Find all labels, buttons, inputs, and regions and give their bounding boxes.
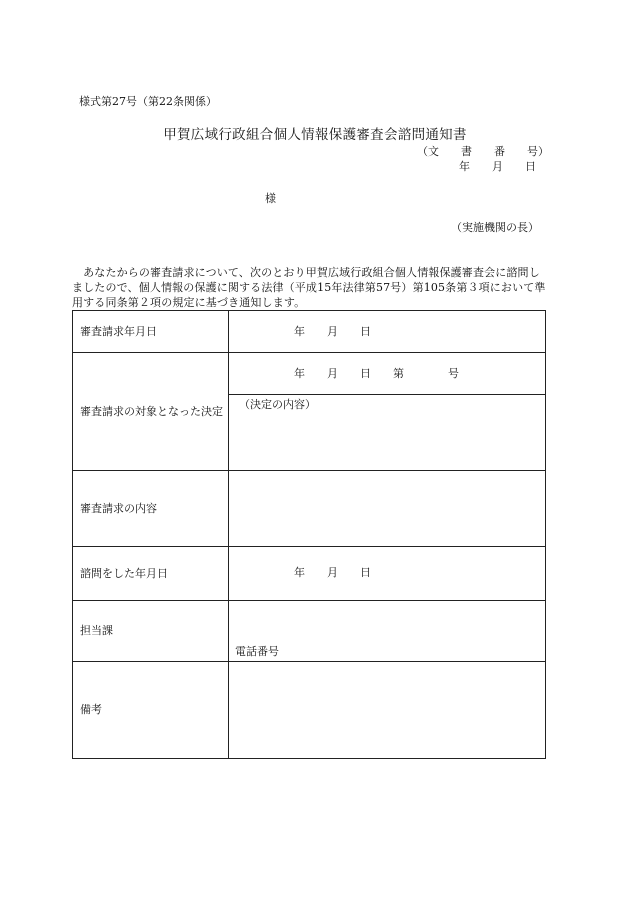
- row-inquiry-date: [73, 547, 546, 601]
- value-request-content: [229, 471, 546, 547]
- row-request-date: [73, 311, 546, 353]
- decision-date-value: 年 月 日 第 号: [294, 367, 459, 380]
- notice-table: [72, 310, 546, 759]
- row-request-content: [73, 471, 546, 547]
- addressee-honorific: 様: [265, 192, 276, 205]
- sender: （実施機関の長）: [451, 221, 539, 234]
- value-request-date: [229, 311, 546, 353]
- value-decision-content: [229, 395, 546, 471]
- request-date-value: 年 月 日: [294, 325, 371, 338]
- value-department: [229, 601, 546, 662]
- row-department: [73, 601, 546, 662]
- value-remarks: [229, 662, 546, 759]
- label-request-date: 審査請求年月日: [73, 311, 229, 353]
- document-number: （文 書 番 号）: [417, 145, 549, 158]
- form-number: 様式第27号（第22条関係）: [79, 95, 217, 108]
- value-inquiry-date: [229, 547, 546, 601]
- issue-date: 年 月 日: [459, 160, 536, 173]
- label-remarks: 備考: [73, 662, 229, 759]
- label-request-content: 審査請求の内容: [73, 471, 229, 547]
- phone-number-label: 電話番号: [235, 645, 279, 658]
- value-decision-date: [229, 353, 546, 395]
- label-inquiry-date: 諮問をした年月日: [73, 547, 229, 601]
- row-decision-date: [73, 353, 546, 395]
- inquiry-date-value: 年 月 日: [294, 566, 371, 579]
- label-decision: 審査請求の対象となった決定: [73, 353, 229, 471]
- body-text: あなたからの審査請求について、次のとおり甲賀広域行政組合個人情報保護審査会に諮問しましたので、個人情報の保護に関する法律（平成15年法律第57号）第105条第３項において準用する同条第２項の規定に基づき通知します。: [72, 266, 546, 309]
- decision-content-label: （決定の内容）: [239, 398, 316, 411]
- document-title: 甲賀広域行政組合個人情報保護審査会諮問通知書: [163, 127, 467, 143]
- row-remarks: [73, 662, 546, 759]
- label-department: 担当課: [73, 601, 229, 662]
